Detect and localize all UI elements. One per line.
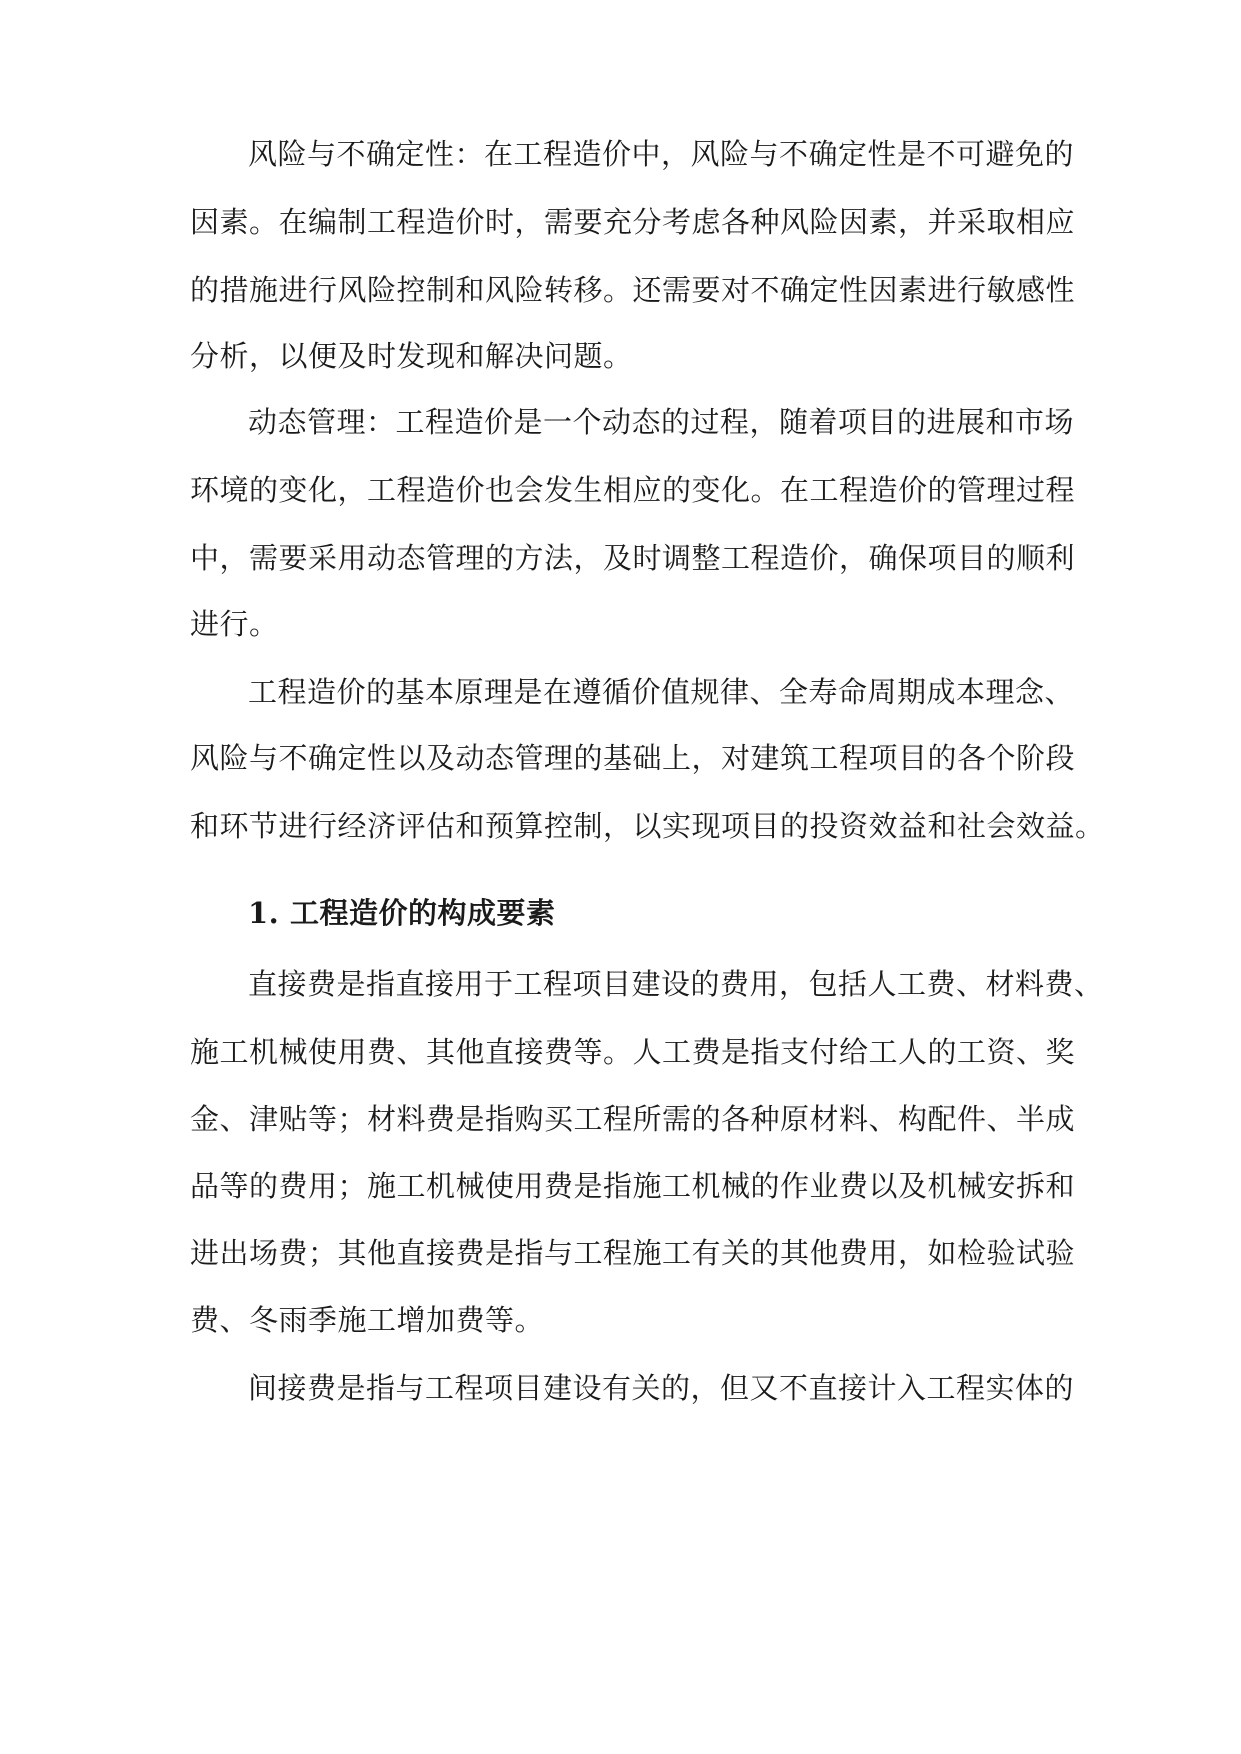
text-line: 分析，以便及时发现和解决问题。 bbox=[190, 339, 633, 373]
text-line: 施工机械使用费、其他直接费等。人工费是指支付给工人的工资、奖 bbox=[190, 1035, 1076, 1069]
heading-title: 工程造价的构成要素 bbox=[290, 896, 556, 930]
text-line: 直接费是指直接用于工程项目建设的费用，包括人工费、材料费、 bbox=[248, 967, 1104, 1001]
text-line: 进行。 bbox=[190, 607, 279, 641]
heading-number: 1. bbox=[248, 896, 280, 930]
section-heading bbox=[248, 893, 1128, 933]
text-line: 的措施进行风险控制和风险转移。还需要对不确定性因素进行敏感性 bbox=[190, 273, 1076, 307]
text-line: 工程造价的基本原理是在遵循价值规律、全寿命周期成本理念、 bbox=[248, 675, 1075, 709]
text-line: 金、津贴等；材料费是指购买工程所需的各种原材料、构配件、半成 bbox=[190, 1102, 1076, 1136]
text-line: 品等的费用；施工机械使用费是指施工机械的作业费以及机械安拆和 bbox=[190, 1169, 1076, 1203]
text-line: 因素。在编制工程造价时，需要充分考虑各种风险因素，并采取相应 bbox=[190, 205, 1076, 239]
text-line: 费、冬雨季施工增加费等。 bbox=[190, 1303, 545, 1337]
text-line: 环境的变化，工程造价也会发生相应的变化。在工程造价的管理过程 bbox=[190, 473, 1076, 507]
text-line: 动态管理：工程造价是一个动态的过程，随着项目的进展和市场 bbox=[248, 405, 1075, 439]
text-line: 风险与不确定性：在工程造价中，风险与不确定性是不可避免的 bbox=[248, 137, 1075, 171]
text-line: 和环节进行经济评估和预算控制，以实现项目的投资效益和社会效益。 bbox=[190, 809, 1105, 843]
text-line: 间接费是指与工程项目建设有关的，但又不直接计入工程实体的 bbox=[248, 1371, 1075, 1405]
text-line: 进出场费；其他直接费是指与工程施工有关的其他费用，如检验试验 bbox=[190, 1236, 1076, 1270]
text-line: 风险与不确定性以及动态管理的基础上，对建筑工程项目的各个阶段 bbox=[190, 741, 1076, 775]
text-line: 中，需要采用动态管理的方法，及时调整工程造价，确保项目的顺利 bbox=[190, 541, 1076, 575]
